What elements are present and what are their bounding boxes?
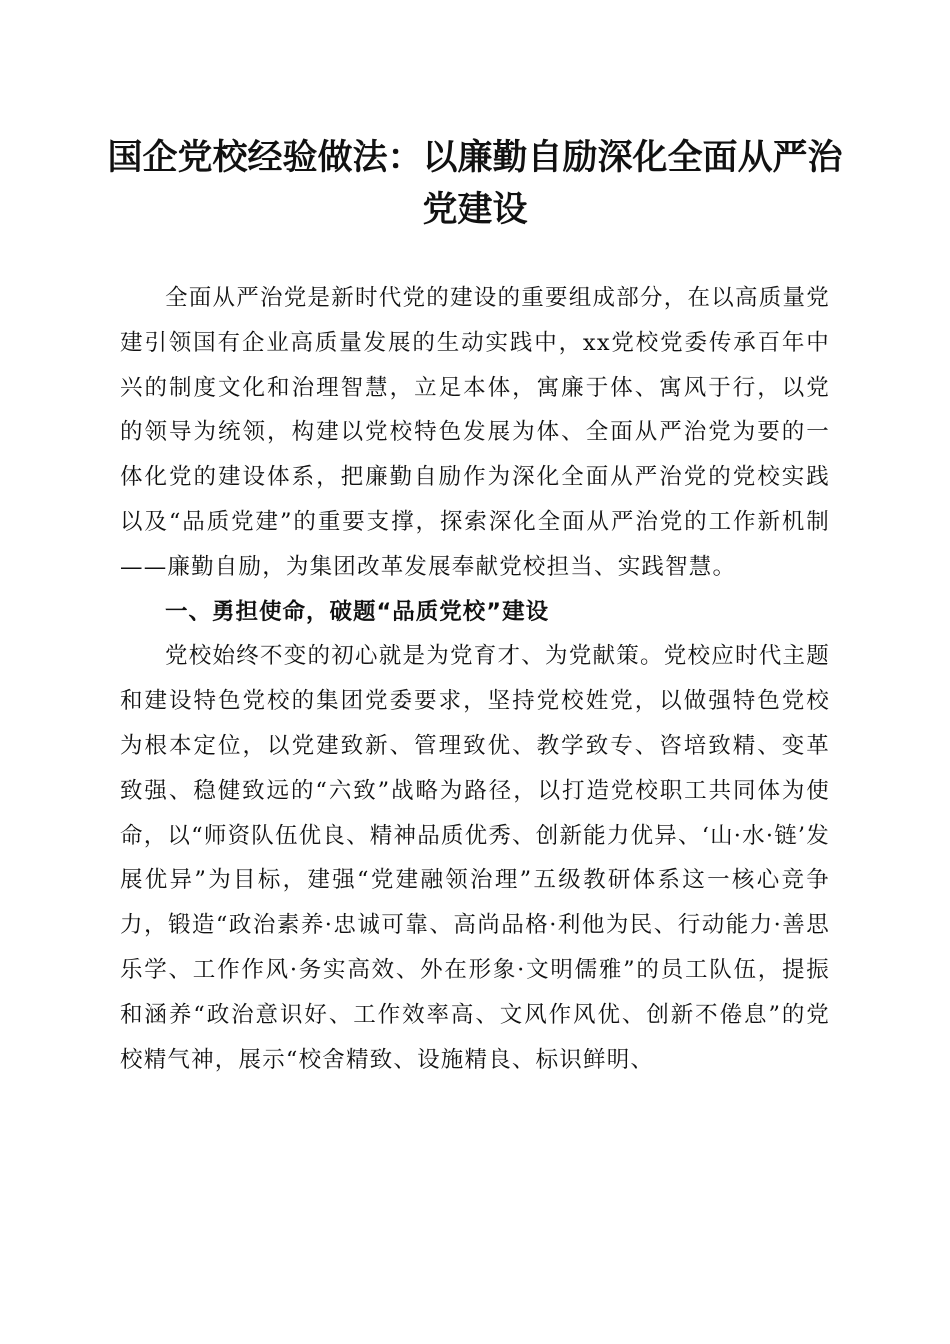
document-body bbox=[120, 276, 830, 1082]
body-paragraph: 全面从严治党是新时代党的建设的重要组成部分，在以高质量党建引领国有企业高质量发展的生动实践中，xx党校党委传承百年中兴的制度文化和治理智慧，立足本体，寓廉于体、寓风于行，以党的领导为统领，构建以党校特色发展为体、全面从严治党为要的一体化党的建设体系，把廉勤自励作为深化全面从严治党的党校实践以及“品质党建”的重要支撑，探索深化全面从严治党的工作新机制——廉勤自励，为集团改革发展奉献党校担当、实践智慧。 bbox=[120, 285, 830, 580]
body-paragraph: 党校始终不变的初心就是为党育才、为党献策。党校应时代主题和建设特色党校的集团党委要求，坚持党校姓党，以做强特色党校为根本定位，以党建致新、管理致优、教学致专、咨培致精、变革致强、稳健致远的“六致”战略为路径，以打造党校职工共同体为使命，以“师资队伍优良、精神品质优秀、创新能力优异、‘山·水·链’发展优异”为目标，建强“党建融领治理”五级教研体系这一核心竞争力，锻造“政治素养·忠诚可靠、高尚品格·利他为民、行动能力·善思乐学、工作作风·务实高效、外在形象·文明儒雅”的员工队伍，提振和涵养“政治意识好、工作效率高、文风作风优、创新不倦息”的党校精气神，展示“校舍精致、设施精良、标识鲜明、 bbox=[120, 643, 830, 1073]
document-title: 国企党校经验做法：以廉勤自励深化全面从严治党建设 bbox=[107, 137, 843, 230]
section-heading: 一、勇担使命，破题“品质党校”建设 bbox=[165, 598, 550, 625]
